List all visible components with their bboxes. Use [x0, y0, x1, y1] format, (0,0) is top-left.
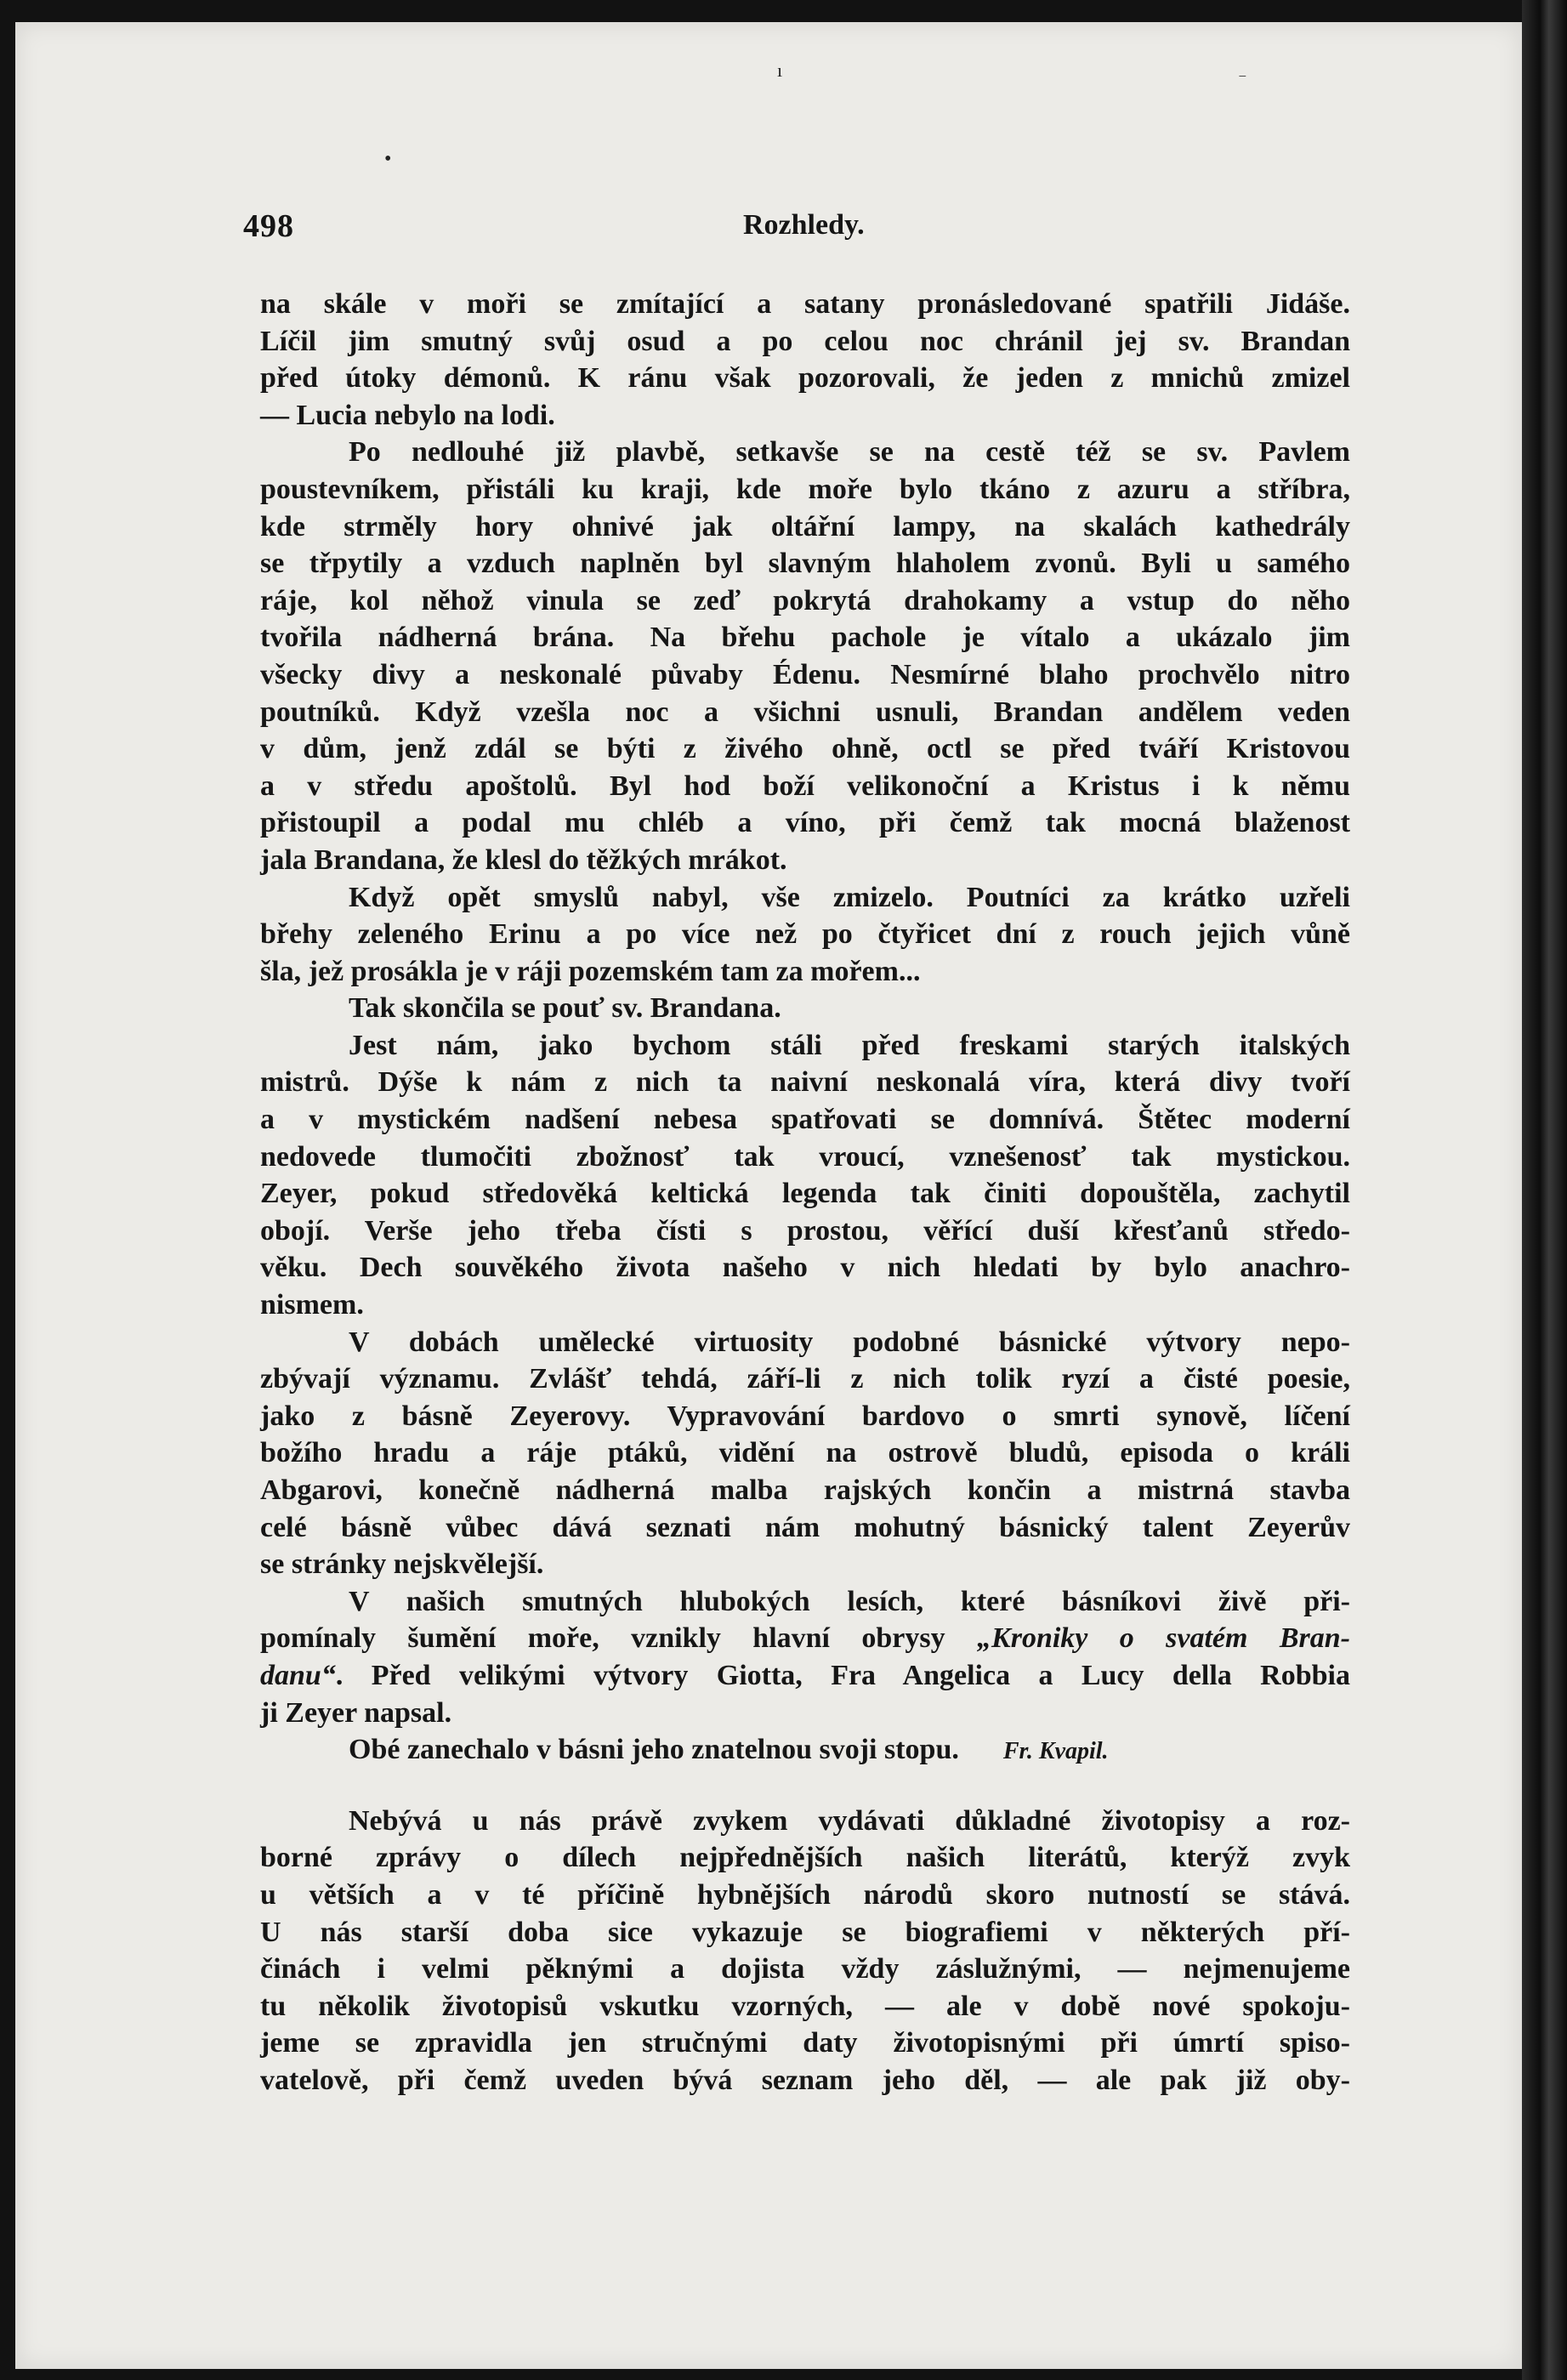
text-line: Zeyer, pokud středověká keltická legenda tak činiti dopouštěla, zachytil — [260, 1178, 1350, 1210]
text-line: se třpytily a vzduch naplněn byl slavným hlaholem zvonů. Byli u samého — [260, 548, 1350, 580]
text-line: nismem. — [260, 1289, 364, 1321]
text-line: božího hradu a ráje ptáků, vidění na ostrově bludů, episoda o králi — [260, 1437, 1350, 1469]
text-line: kde strměly hory ohnivé jak oltářní lampy, na skalách kathedrály — [260, 510, 1350, 542]
text-line: V našich smutných hlubokých lesích, které básníkovi živě při- — [349, 1585, 1350, 1617]
speck-mark: • — [384, 148, 392, 170]
text-line: vatelově, při čemž uveden bývá seznam jeho děl, — ale pak již oby- — [260, 2064, 1350, 2096]
text-line: mistrů. Dýše k nám z nich ta naivní neskonalá víra, která divy tvoří — [260, 1066, 1350, 1099]
text-line: poutníků. Když vzešla noc a všichni usnuli, Brandan andělem veden — [260, 696, 1350, 728]
author-signature: Fr. Kvapil. — [1002, 1738, 1109, 1765]
text-line: a v mystickém nadšení nebesa spatřovati se domnívá. Štětec moderní — [260, 1104, 1350, 1136]
signature-line — [260, 1731, 1350, 1770]
text-line: obojí. Verše jeho třeba čísti s prostou, věřící duší křesťanů středo- — [260, 1214, 1350, 1247]
text-line: celé básně vůbec dává seznati nám mohutný básnický talent Zeyerův — [260, 1511, 1350, 1543]
book-binding-edge — [1522, 0, 1567, 2380]
body-text — [260, 286, 1350, 2099]
text-line: — Lucia nebylo na lodi. — [260, 399, 555, 431]
text-line: tvořila nádherná brána. Na břehu pachole je vítalo a ukázalo jim — [260, 622, 1350, 654]
text-line: šla, jež prosákla je v ráji pozemském tam za mořem... — [260, 955, 921, 987]
section-gap — [260, 1770, 1350, 1803]
text-line: jako z básně Zeyerovy. Vypravování bardovo o smrti synově, líčení — [260, 1400, 1350, 1432]
text-line: jeme se zpravidla jen stručnými daty životopisnými při úmrtí spiso- — [260, 2027, 1350, 2059]
text-line: Líčil jim smutný svůj osud a po celou noc chránil jej sv. Brandan — [260, 325, 1350, 357]
text-line: jala Brandana, že klesl do těžkých mrákot. — [260, 844, 787, 876]
text-line: přistoupil a podal mu chléb a víno, při čemž tak mocná blaženost — [260, 807, 1350, 839]
text-line: nedovede tlumočiti zbožnosť tak vroucí, vznešenosť tak mystickou. — [260, 1140, 1350, 1173]
text-line: a v středu apoštolů. Byl hod boží velikonoční a Kristus i k němu — [260, 770, 1350, 802]
text-line: u větších a v té příčině hybnějších národů skoro nutností se stává. — [260, 1878, 1350, 1911]
text-line: borné zprávy o dílech nejpřednějších našich literátů, kterýž zvyk — [260, 1842, 1350, 1874]
text-line: Nebývá u nás právě zvykem vydávati důkladné životopisy a roz- — [349, 1804, 1350, 1837]
text-fragment: pomínaly šumění moře, vznikly hlavní obrysy — [260, 1622, 945, 1655]
speck-mark: ı — [777, 60, 783, 81]
page-number: 498 — [243, 208, 294, 244]
text-line: ji Zeyer napsal. — [260, 1696, 452, 1729]
text-line: U nás starší doba sice vykazuje se biografiemi v některých pří- — [260, 1916, 1350, 1948]
text-line: věku. Dech souvěkého života našeho v nich hledati by bylo anachro- — [260, 1252, 1350, 1284]
text-line: Tak skončila se pouť sv. Brandana. — [349, 992, 781, 1025]
running-head: Rozhledy. — [743, 209, 865, 241]
text-fragment: Obé zanechalo v básni jeho znatelnou svoji stopu. — [349, 1734, 959, 1766]
text-line: Když opět smyslů nabyl, vše zmizelo. Poutníci za krátko uzřeli — [349, 881, 1350, 913]
text-line: na skále v moři se zmítající a satany pronásledované spatřili Jidáše. — [260, 288, 1350, 320]
text-line: před útoky démonů. K ránu však pozorovali, že jeden z mnichů zmizel — [260, 362, 1350, 395]
text-line-with-title — [260, 1657, 1350, 1695]
text-line: V dobách umělecké virtuosity podobné básnické výtvory nepo- — [349, 1326, 1350, 1358]
text-line: Jest nám, jako bychom stáli před freskami starých italských — [349, 1029, 1350, 1061]
text-line-with-title — [260, 1620, 1350, 1657]
text-fragment: . Před velikými výtvory Giotta, Fra Angelica a Lucy della Robbia — [335, 1659, 1350, 1691]
text-line: Po nedlouhé již plavbě, setkavše se na cestě též se sv. Pavlem — [349, 436, 1350, 469]
text-line: činách i velmi pěknými a dojista vždy záslužnými, — nejmenujeme — [260, 1953, 1350, 1985]
book-title-fragment: danu“ — [260, 1659, 336, 1691]
text-line: všecky divy a neskonalé půvaby Édenu. Nesmírné blaho prochvělo nitro — [260, 658, 1350, 690]
speck-mark: ‾ — [1240, 75, 1246, 94]
book-page — [15, 22, 1522, 2369]
text-line: tu několik životopisů vskutku vzorných, — ale v době nové spokoju- — [260, 1990, 1350, 2022]
text-line: se stránky nejskvělejší. — [260, 1548, 544, 1581]
text-line: v dům, jenž zdál se býti z živého ohně, octl se před tváří Kristovou — [260, 733, 1350, 765]
text-line: Abgarovi, konečně nádherná malba rajských končin a mistrná stavba — [260, 1474, 1350, 1506]
text-line: poustevníkem, přistáli ku kraji, kde moře bylo tkáno z azuru a stříbra, — [260, 473, 1350, 505]
text-line: ráje, kol něhož vinula se zeď pokrytá drahokamy a vstup do něho — [260, 584, 1350, 616]
text-line: břehy zeleného Erinu a po více než po čtyřicet dní z rouch jejich vůně — [260, 918, 1350, 951]
book-title-fragment: „Kroniky o svatém Bran- — [977, 1622, 1350, 1655]
text-line: zbývají významu. Zvlášť tehdá, září-li z nich tolik ryzí a čisté poesie, — [260, 1363, 1350, 1395]
page-header — [15, 207, 1522, 258]
